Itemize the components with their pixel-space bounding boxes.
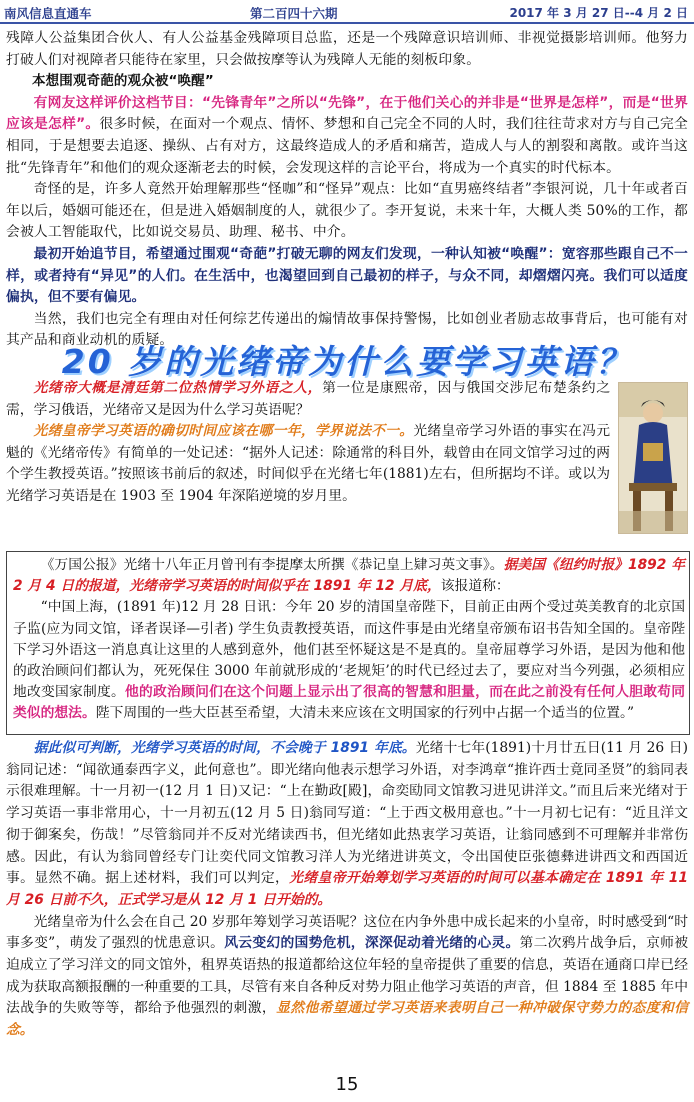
emphasis-text: 光绪皇帝开始筹划学习英语的时间可以基本确定在 1891 年 11 月 26 日前不久，正式学习是从 12 月 1 日开始的。 [6, 870, 689, 908]
paragraph [6, 738, 688, 912]
highlighted-quote: 他的政治顾问们在这个问题上显示出了很高的智慧和胆量，而在此之前没有任何人胆敢苟同类似的想法。 [13, 684, 686, 722]
guangxu-portrait-image [618, 382, 688, 534]
paragraph [6, 912, 688, 1042]
newsletter-name: 南风信息直通车 [4, 6, 92, 21]
paragraph-text: 《万国公报》光绪十八年正月曾刊有李提摩太所撰《恭记皇上肄习英文事》。 [40, 557, 504, 573]
paragraph-text: 光绪皇帝学习外语的事实在冯元魁的《光绪帝传》有简单的一处记述：“据外人记述：除通常的科目外，载曾由在同文馆学习过的两个学生教授英语。”按照该书前后的叙述，时间似乎在光绪七年(1881)左右，但所据均不详。或以为光绪学习英语是在 1903 至 1904 年深陷逆境的岁月里。 [6, 423, 611, 504]
issue-number: 第二百四十六期 [250, 6, 338, 21]
paragraph: 奇怪的是，许多人竟然开始理解那些“怪咖”和“怪异”观点：比如“直男癌终结者”李银河说，几十年或者百年以后，婚姻可能还在，但是进入婚姻制度的人，就很少了。李开复说，未来十年，大概人类 50%的工作，都会被人工智能取代，比如说交易员、助理、秘书、中介。 [6, 181, 688, 241]
paragraph-text: 光绪皇帝为什么会在自己 20 岁那年筹划学习英语呢？这位在内争外患中成长起来的小皇帝，时时感受到“时事多变”，萌发了强烈的忧患意识。 [6, 913, 688, 952]
emphasis-text: 显然他希望通过学习英语来表明自己一种冲破保守势力的态度和信念。 [6, 1000, 688, 1039]
emphasis-text: 光绪皇帝学习英语的确切时间应该在哪一年，学界说法不一。 [33, 423, 414, 440]
emphasized-paragraph: 最初开始追节目，希望通过围观“奇葩”打破无聊的网友们发现，一种认知被“唤醒”：宽容那些跟自己不一样，或者持有“异见”的人们。在生活中，也渴望回到自己最初的样子，与众不同，却熠熠闪亮。我们可以适度偏执，但不要有偏见。 [6, 245, 688, 306]
paragraph-text: 第二次鸦片战争后，京师被迫成立了学习洋文的同文馆外，租界英语热的报道都给这位年轻的皇帝提供了重要的信息，英语在通商口岸已经成为获取高额报酬的一种重要的工具，尽管有来自各种反对势力阻止他学习英语的声音，但 1884 至 1885 年中法战争的失败等等，都给予他强烈的刺激， [6, 935, 689, 1017]
paragraph [13, 555, 685, 597]
paragraph-text: 光绪十七年(1891)十月廿五日(11 月 26 日) 翁同记述：“闻欲通泰西字义，此何意也”。即光绪向他表示想学习外语，对李鸿章“推许西士竟同圣贤”的翁同表示很难理解。十一月初一(12 月 1 日)又记：“上在勤政[殿]，命奕劻同文馆教习进见讲洋文。”而且后来光绪对于学习英语一事非常用心，十一月初五(12 月 5 日)翁同写道：“上于西文极用意也。”十一月初七记有：“近且洋文彻于御案矣，伤哉！”尽管翁同并不反对光绪读西书，但光绪如此热衷学习英语，让翁同感到不可理解并非常伤感。因此，有认为翁同曾经专门让奕代同文馆教习洋人为光绪进讲英文，令出国使臣张德彝进讲西文和西国近事。显然不确。据上述材料，我们可以判定， [6, 740, 688, 887]
paragraph [6, 378, 688, 421]
article-continuation [6, 738, 688, 1042]
emphasis-text: 光绪帝大概是清廷第二位热情学习外语之人， [33, 380, 323, 396]
paragraph-text: 第一位是康熙帝，因与俄国交涉尼布楚条约之需，学习俄语，光绪帝又是因为什么学习英语呢？ [6, 380, 611, 418]
previous-article-continuation [6, 28, 688, 352]
page-header [0, 0, 694, 24]
paragraph-text: “中国上海，(1891 年)12 月 28 日讯：今年 20 岁的清国皇帝陛下，目前正由两个受过英美教育的北京国子监(应为同文馆，译者误译—引者) 学生负责教授英语，而这件事是由光绪皇帝颁布诏书告知全国的。皇帝陛下学习外语这一消息真让这里的人感到意外，他们甚至怀疑这是不是真的。皇帝屈尊学习外语，是因为他和他的政治顾问们都认为，死死保住 3000 年前就形成的‘老规矩’的时代已经过去了，要应对当今列强，必须相应地改变国家制度。 [13, 599, 685, 701]
paragraph-text: 该报道称： [440, 578, 510, 595]
paragraph [13, 597, 685, 724]
paragraph [6, 93, 688, 179]
paragraph-text: 很多时候，在面对一个观点、情怀、梦想和自己完全不同的人时，我们往往苛求对方与自己完全相同，于是想要去追逐、操纵、占有对方，这最终造成人的矛盾和痛苦，造成人与人的割裂和离散。或许当这批“先锋青年”和他们的观众逐渐老去的时候，会发现这样的言论平台，将成为一个真实的时代标本。 [6, 116, 688, 176]
paragraph: 残障人公益集团合伙人、有人公益基金残障项目总监，还是一个残障意识培训师、非视觉摄影培训师。他努力打破人们对视障者只能待在家里，只会做按摩等认为残障人无能的刻板印象。 [6, 30, 688, 68]
portrait-illustration [619, 383, 687, 533]
emphasis-text: 据美国《纽约时报》1892 年 2 月 4 日的报道，光绪帝学习英语的时间似乎在 1891 年 12 月底， [13, 557, 685, 595]
paragraph-text: 陛下周围的一些大臣甚至希望，大清未来应该在文明国家的行列中占据一个适当的位置。” [95, 705, 635, 722]
article-intro [6, 378, 688, 538]
highlighted-quote: 有网友这样评价这档节目：“先锋青年”之所以“先锋”，在于他们关心的并非是“世界是怎样”，而是“世界应该是怎样”。 [6, 94, 688, 133]
emphasis-text: 据此似可判断，光绪学习英语的时间，不会晚于 1891 年底。 [33, 740, 416, 756]
paragraph: 当然，我们也完全有理由对任何综艺传递出的煽情故事保持警惕，比如创业者励志故事背后，也可能有对其产品和商业动机的质疑。 [6, 310, 688, 349]
issue-date: 2017 年 3 月 27 日--4 月 2 日 [509, 6, 688, 20]
article-title: 20 岁的光绪帝为什么要学习英语？ [61, 342, 633, 381]
quoted-report-box [6, 551, 690, 735]
section-subheading: 本想围观奇葩的观众被“唤醒” [32, 73, 214, 90]
page-number: 15 [335, 1074, 359, 1095]
emphasis-text: 风云变幻的国势危机，深深促动着光绪的心灵。 [224, 935, 520, 952]
paragraph [6, 421, 688, 507]
